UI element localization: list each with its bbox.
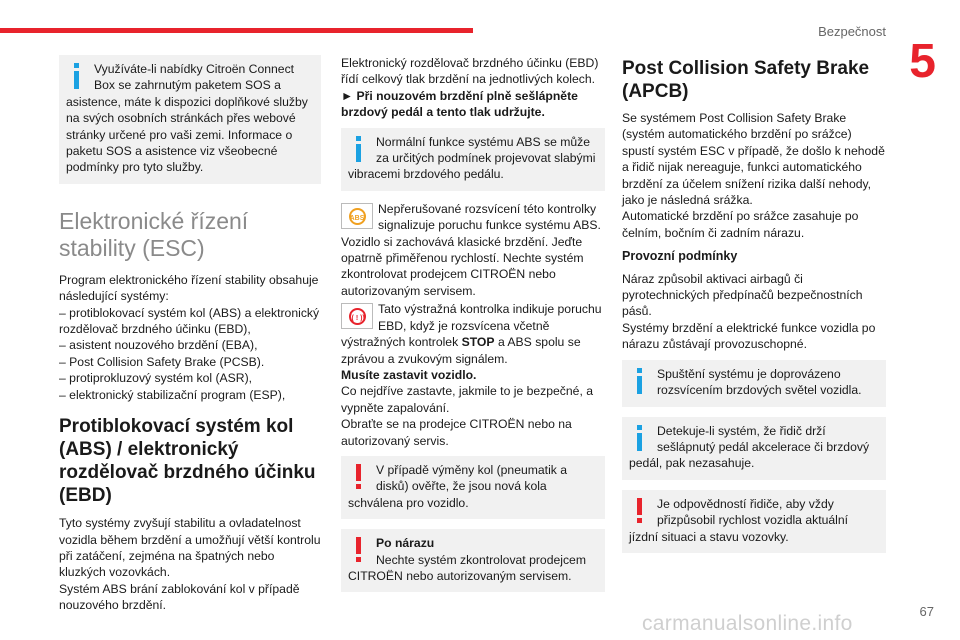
conditions-text: Náraz způsobil aktivaci airbagů či pyrotechnických předpínačů bezpečnostních pásů.	[622, 271, 863, 319]
must-stop: Musíte zastavit vozidlo.	[341, 367, 477, 382]
esc-item: – protiprokluzový systém kol (ASR),	[59, 371, 253, 386]
warning-box-text: Je odpovědností řidiče, aby vždy přizpůsobil rychlost vozidla aktuální jízdní situaci a stavu vozovky.	[629, 496, 849, 544]
info-icon	[348, 136, 368, 162]
warning-box-wheels	[341, 456, 605, 519]
conditions-text: Systémy brzdění a elektrické funkce vozidla po nárazu zůstávají provozuschopné.	[622, 320, 876, 352]
abs-text: Tyto systémy zvyšují stabilitu a ovladatelnost vozidla během brzdění a umožňují větší kontrolu při zatáčení, zejména na špatných nebo kluzkých vozovkách.	[59, 516, 321, 580]
stop-label: STOP	[461, 335, 495, 350]
stop-text: Obraťte se na prodejce CITROËN nebo na autorizovaný servis.	[341, 417, 572, 448]
stop-text: Co nejdříve zastavte, jakmile to je bezpečné, a vypněte zapalování.	[341, 384, 594, 415]
esc-item: – Post Collision Safety Brake (PCSB).	[59, 354, 265, 369]
section-name: Bezpečnost	[818, 24, 886, 39]
info-icon	[629, 368, 649, 394]
conditions-heading: Provozní podmínky	[622, 249, 738, 264]
abs-text: Systém ABS brání zablokování kol v případě nouzového brzdění.	[59, 581, 300, 613]
info-box-abs-vibration	[341, 128, 605, 191]
column-3	[622, 55, 886, 563]
abs-warning-lamp-icon: ABS	[341, 203, 373, 229]
esc-item: – protiblokovací systém kol (ABS) a elektronický rozdělovač brzdného účinku (EBD),	[59, 305, 320, 337]
column-2	[341, 55, 605, 602]
abs-heading: Protiblokovací systém kol (ABS) / elektronický rozdělovač brzdného účinku (EBD)	[59, 416, 316, 507]
ebd-text: Elektronický rozdělovač brzdného účinku (EBD) řídí celkový tlak brzdění na jednotlivých kolech.	[341, 56, 599, 87]
info-box-brake-lights	[622, 360, 886, 407]
ebd-lamp-paragraph	[341, 301, 605, 367]
warning-icon	[348, 537, 368, 563]
abs-lamp-paragraph	[341, 201, 605, 299]
apcb-heading: Post Collision Safety Brake (APCB)	[622, 58, 870, 102]
info-icon	[66, 63, 86, 89]
info-icon	[629, 425, 649, 451]
warning-box-impact	[341, 529, 605, 592]
info-box-connect	[59, 55, 321, 184]
warning-box-driver	[622, 490, 886, 553]
info-box-text: Normální funkce systému ABS se může za určitých podmínek projevovat slabými vibracemi brzdového pedálu.	[348, 134, 596, 182]
emergency-instruction: ► Při nouzovém brzdění plně sešlápněte brzdový pedál a tento tlak udržujte.	[341, 88, 578, 120]
info-box-text: Využíváte-li nabídky Citroën Connect Box se zahrnutým paketem SOS a asistence, máte k dispozici doplňkové služby na svých osobních stránkách přes webové stránky určené pro vaši zemi. Informace o paketu SOS a asistence viz všeobecné podmínky pro tyto služby.	[66, 62, 308, 175]
apcb-text: Se systémem Post Collision Safety Brake (systém automatického brzdění po srážce) spustí systém ESC v případě, že došlo k nehodě a řidič nijak nereaguje, funkci automatického brzdění za účelem snížení rizika další nehody, jako je následná srážka.	[622, 111, 885, 208]
page-number: 67	[919, 604, 934, 619]
info-box-text: Spuštění systému je doprovázeno rozsvícením brzdových světel vozidla.	[657, 366, 862, 398]
warning-box-text: V případě výměny kol (pneumatik a disků) ověřte, že jsou nová kola schválena pro vozidlo.	[348, 462, 568, 510]
chapter-number: 5	[909, 35, 936, 88]
info-box-pedal	[622, 417, 886, 480]
esc-item: – elektronický stabilizační program (ESP),	[59, 387, 286, 402]
abs-lamp-text: Nepřerušované rozsvícení této kontrolky signalizuje poruchu funkce systému ABS. Vozidlo si zachovává klasické brzdění. Jeďte opatrně přiměřenou rychlostí. Nechte systém zkontrolovat prodejcem CITROËN nebo autorizovaným servisem.	[341, 201, 601, 298]
ebd-lamp-text: Tato výstražná kontrolka indikuje poruchu EBD, když je rozsvícena včetně výstražných kontrolek STOP a ABS spolu se zprávou a zvukovým signálem.	[341, 302, 602, 366]
warning-box-title: Po nárazu	[376, 536, 435, 551]
watermark: carmanualsonline.info	[642, 612, 853, 635]
info-box-text: Detekuje-li systém, že řidič drží sešlápnutý pedál akcelerace či brzdový pedál, pak nezasahuje.	[629, 423, 870, 471]
warning-icon	[348, 464, 368, 490]
warning-icon	[629, 498, 649, 524]
top-red-rule	[0, 28, 473, 33]
esc-intro: Program elektronického řízení stability obsahuje následující systémy:	[59, 272, 319, 304]
column-1	[59, 55, 321, 614]
esc-item: – asistent nouzového brzdění (EBA),	[59, 338, 258, 353]
warning-box-text: Nechte systém zkontrolovat prodejcem CITROËN nebo autorizovaným servisem.	[348, 552, 586, 583]
brake-warning-lamp-icon: (( ! ))	[341, 303, 373, 329]
esc-heading: Elektronické řízení stability (ESC)	[59, 207, 249, 261]
apcb-text: Automatické brzdění po srážce zasahuje po čelním, bočním či zadním nárazu.	[622, 209, 859, 240]
